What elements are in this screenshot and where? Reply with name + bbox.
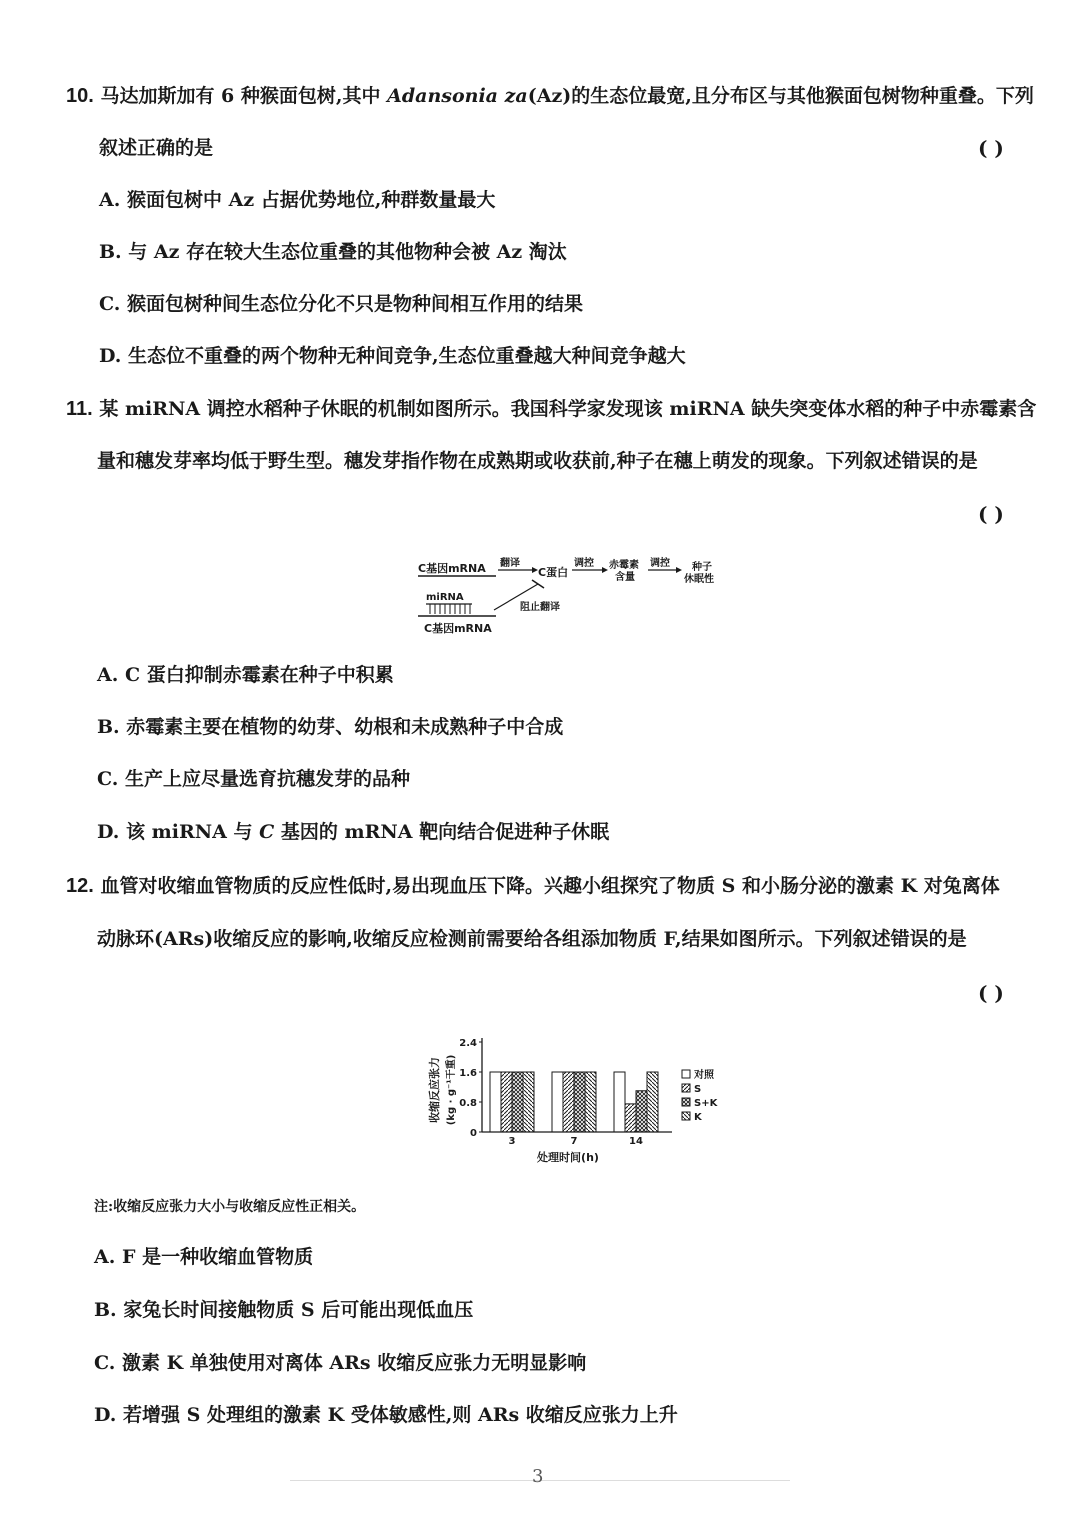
chart-y-tick-label: 2.4 bbox=[459, 1038, 477, 1049]
q12-stem-text: 血管对收缩血管物质的反应性低时,易出现血压下降。兴趣小组探究了物质 S 和小肠分泌的激素 K 对兔离体 bbox=[100, 875, 1000, 897]
chart-y-tick-label: 0.8 bbox=[459, 1098, 477, 1109]
diagram-c-gene-mrna-bottom: C基因mRNA bbox=[424, 622, 492, 635]
chart-y-tick-label: 0 bbox=[470, 1128, 477, 1139]
q12-number: 12. bbox=[66, 875, 94, 897]
diagram-regulate2-label: 调控 bbox=[650, 558, 670, 569]
chart-bar bbox=[647, 1072, 658, 1132]
chart-bars bbox=[490, 1072, 658, 1132]
chart-legend bbox=[682, 1068, 719, 1123]
q11-option-c: C. 生产上应尽量选育抗穗发芽的品种 bbox=[97, 768, 411, 790]
chart-legend-label: 对照 bbox=[694, 1070, 714, 1081]
chart-legend-swatch bbox=[682, 1084, 690, 1092]
q10-answer-blank: ( ) bbox=[978, 136, 1004, 160]
q10-stem-text-a: 马达加斯加有 6 种猴面包树,其中 bbox=[100, 85, 388, 107]
q10-number: 10. bbox=[66, 85, 94, 107]
chart-ylabel: 收缩反应张力 bbox=[428, 1057, 441, 1123]
q12-stem-line1 bbox=[66, 874, 1000, 898]
chart-x-tick-label: 14 bbox=[629, 1136, 643, 1147]
q10-option-d: D. 生态位不重叠的两个物种无种间竞争,生态位重叠越大种间竞争越大 bbox=[99, 345, 686, 367]
page-number: 3 bbox=[532, 1466, 544, 1487]
chart-legend-swatch bbox=[682, 1112, 690, 1120]
q12-chart-note: 注:收缩反应张力大小与收缩反应性正相关。 bbox=[94, 1199, 366, 1215]
chart-bar bbox=[552, 1072, 563, 1132]
chart-xlabel: 处理时间(h) bbox=[537, 1151, 599, 1164]
q11-number: 11. bbox=[66, 398, 93, 420]
q12-option-d: D. 若增强 S 处理组的激素 K 受体敏感性,则 ARs 收缩反应张力上升 bbox=[94, 1404, 678, 1426]
diagram-base-pairs bbox=[430, 604, 470, 614]
q11-option-d bbox=[97, 820, 609, 844]
q11-option-a: A. C 蛋白抑制赤霉素在种子中积累 bbox=[97, 664, 394, 686]
chart-bar bbox=[512, 1072, 523, 1132]
chart-bar bbox=[523, 1072, 534, 1132]
q11-stem-text: 某 miRNA 调控水稻种子休眠的机制如图所示。我国科学家发现该 miRNA 缺失突变体水稻的种子中赤霉素含 bbox=[99, 398, 1037, 420]
q10-stem-line2: 叙述正确的是 bbox=[99, 137, 214, 159]
q11-option-d-text-b: 基因的 mRNA 靶向结合促进种子休眠 bbox=[274, 821, 610, 843]
q11-option-d-gene: C bbox=[259, 821, 275, 843]
chart-bar bbox=[563, 1072, 574, 1132]
diagram-block-label: 阻止翻译 bbox=[520, 602, 560, 613]
q11-option-d-text-a: D. 该 miRNA 与 bbox=[97, 821, 260, 843]
chart-bar bbox=[501, 1072, 512, 1132]
chart-bar bbox=[625, 1104, 636, 1132]
diagram-arrowhead-regulate1 bbox=[602, 567, 608, 573]
q10-stem-text-b: (Az)的生态位最宽,且分布区与其他猴面包树物种重叠。下列 bbox=[527, 85, 1034, 107]
diagram-translate-label: 翻译 bbox=[500, 558, 520, 569]
chart-legend-swatch bbox=[682, 1098, 690, 1106]
chart-x-tick-label: 7 bbox=[570, 1136, 578, 1147]
chart-legend-label: S+K bbox=[694, 1098, 718, 1109]
chart-bar bbox=[574, 1072, 585, 1132]
chart-y-ticks bbox=[459, 1038, 482, 1139]
chart-legend-label: K bbox=[694, 1112, 702, 1123]
q12-option-c: C. 激素 K 单独使用对离体 ARs 收缩反应张力无明显影响 bbox=[94, 1352, 587, 1374]
q11-option-b: B. 赤霉素主要在植物的幼芽、幼根和未成熟种子中合成 bbox=[97, 716, 564, 738]
q12-bar-chart bbox=[420, 1030, 740, 1170]
q11-stem-line2: 量和穗发芽率均低于野生型。穗发芽指作物在成熟期或收获前,种子在穗上萌发的现象。下列叙述错误的是 bbox=[97, 450, 978, 472]
diagram-c-protein: C蛋白 bbox=[538, 566, 569, 579]
q12-answer-blank: ( ) bbox=[978, 981, 1004, 1005]
q10-stem-line1 bbox=[66, 84, 1034, 108]
q12-option-a: A. F 是一种收缩血管物质 bbox=[94, 1246, 314, 1268]
chart-bar bbox=[490, 1072, 501, 1132]
chart-x-ticks bbox=[482, 1132, 672, 1147]
q11-mechanism-diagram bbox=[410, 552, 740, 642]
q12-stem-line2: 动脉环(ARs)收缩反应的影响,收缩反应检测前需要给各组添加物质 F,结果如图所示。下列叙述错误的是 bbox=[97, 928, 967, 950]
diagram-regulate1-label: 调控 bbox=[574, 558, 594, 569]
q11-stem-line1 bbox=[66, 397, 1036, 421]
q10-species-name: Adansonia za bbox=[387, 85, 528, 107]
chart-yunit: (kg · g⁻¹干重) bbox=[446, 1054, 457, 1126]
chart-bar bbox=[636, 1091, 647, 1132]
q10-option-b: B. 与 Az 存在较大生态位重叠的其他物种会被 Az 淘汰 bbox=[99, 241, 567, 263]
chart-bar bbox=[614, 1072, 625, 1132]
chart-y-tick-label: 1.6 bbox=[459, 1068, 477, 1079]
diagram-c-gene-mrna-top: C基因mRNA bbox=[418, 562, 486, 575]
diagram-arrowhead-regulate2 bbox=[676, 567, 682, 573]
diagram-dormancy-2: 休眠性 bbox=[684, 574, 714, 585]
q12-option-b: B. 家兔长时间接触物质 S 后可能出现低血压 bbox=[94, 1299, 474, 1321]
q11-answer-blank: ( ) bbox=[978, 502, 1004, 526]
diagram-dormancy-1: 种子 bbox=[692, 562, 712, 573]
q10-option-a: A. 猴面包树中 Az 占据优势地位,种群数量最大 bbox=[99, 189, 496, 211]
diagram-mirna-label: miRNA bbox=[426, 592, 464, 603]
chart-bar bbox=[585, 1072, 596, 1132]
diagram-gibberellin-2: 含量 bbox=[615, 572, 635, 583]
chart-x-tick-label: 3 bbox=[508, 1136, 516, 1147]
chart-legend-label: S bbox=[694, 1084, 702, 1095]
q10-option-c: C. 猴面包树种间生态位分化不只是物种间相互作用的结果 bbox=[99, 293, 584, 315]
chart-legend-swatch bbox=[682, 1070, 690, 1078]
diagram-gibberellin-1: 赤霉素 bbox=[609, 560, 639, 571]
